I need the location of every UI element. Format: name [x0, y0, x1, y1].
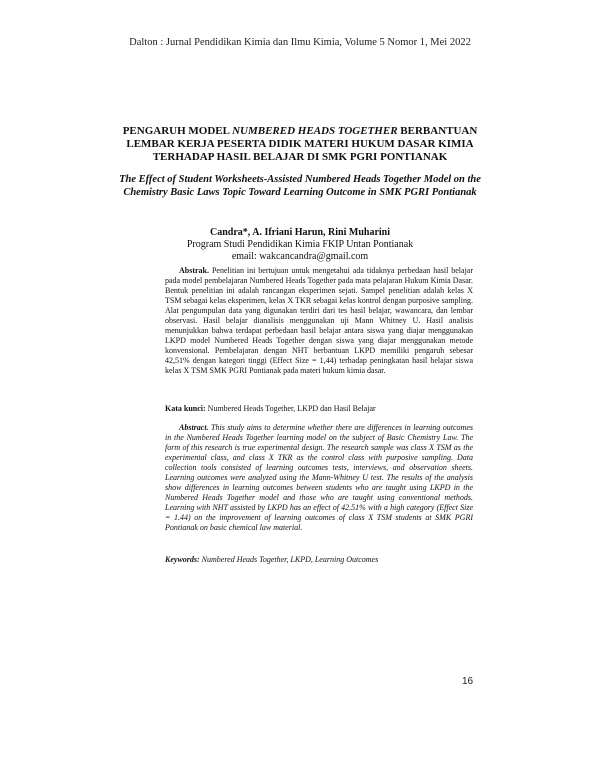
paper-title — [110, 125, 490, 164]
page-number: 16 — [462, 676, 474, 687]
keywords-id-label: Kata kunci: — [165, 404, 206, 413]
author-block — [0, 227, 600, 263]
title-part-1: PENGARUH MODEL — [122, 125, 233, 137]
keywords-id-text: Numbered Heads Together, LKPD dan Hasil Belajar — [205, 404, 376, 413]
abstract-id-label: Abstrak. — [179, 266, 210, 275]
keywords-indonesian — [165, 404, 473, 414]
journal-header: Dalton : Jurnal Pendidikan Kimia dan Ilmu Kimia, Volume 5 Nomor 1, Mei 2022 — [129, 37, 471, 48]
abstract-indonesian — [165, 266, 473, 376]
english-title: The Effect of Student Worksheets-Assisted Numbered Heads Together Model on the Chemistry Basic Laws Topic Toward Learning Outcome in SMK PGRI Pontianak — [119, 174, 481, 198]
keywords-en-text: Numbered Heads Together, LKPD, Learning Outcomes — [199, 555, 379, 564]
abstract-en-label: Abstract. — [179, 423, 209, 432]
abstract-id-text: Penelitian ini bertujuan untuk mengetahui ada tidaknya perbedaan hasil belajar pada model pembelajaran Numbered Heads Together pada mata pelajaran Hukum Kimia Dasar. Bentuk penelitian ini adalah rancangan eksperimen sejati. Sampel penelitian adalah kelas X TSM sebagai kelas eksperimen, kelas X TKR sebagai kelas kontrol dengan purposive sampling. Alat pengumpulan data yang digunakan terdiri dari tes hasil belajar, wawancara, dan lembar observasi. Hasil belajar dianalisis menggunakan uji Mann Whitney U. Hasil analisis menunjukkan bahwa terdapat perbedaan hasil belajar antara siswa yang diajar menggunakan LKPD model Numbered Heads Together dengan siswa yang diajar menggunakan metode konvensional. Pembelajaran dengan NHT berbantuan LKPD memiliki pengaruh sebesar 42,51% dengan kategori tinggi (Effect Size = 1,44) terhadap peningkatan hasil belajar siswa kelas X TSM SMK PGRI Pontianak pada materi hukum kimia dasar. — [165, 266, 473, 375]
keywords-en-label: Keywords: — [165, 555, 200, 564]
author-email: email: wakcancandra@gmail.com — [231, 251, 369, 262]
title-part-3: BERBANTUAN LEMBAR KERJA PESERTA DIDIK MATERI HUKUM DASAR KIMIA TERHADAP HASIL BELAJAR DI SMK PGRI PONTIANAK — [126, 125, 478, 163]
author-names: Candra*, A. Ifriani Harun, Rini Muharini — [209, 227, 391, 238]
keywords-english — [165, 555, 473, 565]
title-part-2-italic: NUMBERED HEADS TOGETHER — [232, 125, 398, 137]
abstract-en-text: This study aims to determine whether there are differences in learning outcomes in the Numbered Heads Together learning model on the subject of Basic Chemistry Law. The form of this research is true experimental design. The research sample was class X TSM as the experimental class, and class X TKR as the control class with purposive sampling. Data collection tools consisted of learning outcomes tests, interviews, and observation sheets. Learning outcomes were analyzed using the Mann-Whitney U test. The results of the analysis show differences in learning outcomes between students who are taught using LKPD in the Numbered Heads Together model and those who are taught using conventional methods. Learning with NHT assisted by LKPD has an effect of 42.51% with a high category (Effect Size = 1.44) on the improvement of learning outcomes of class X TSM students at SMK PGRI Pontianak on basic chemical law material. — [165, 423, 473, 532]
abstract-english — [165, 423, 473, 533]
author-affiliation: Program Studi Pendidikan Kimia FKIP Untan Pontianak — [186, 239, 414, 250]
